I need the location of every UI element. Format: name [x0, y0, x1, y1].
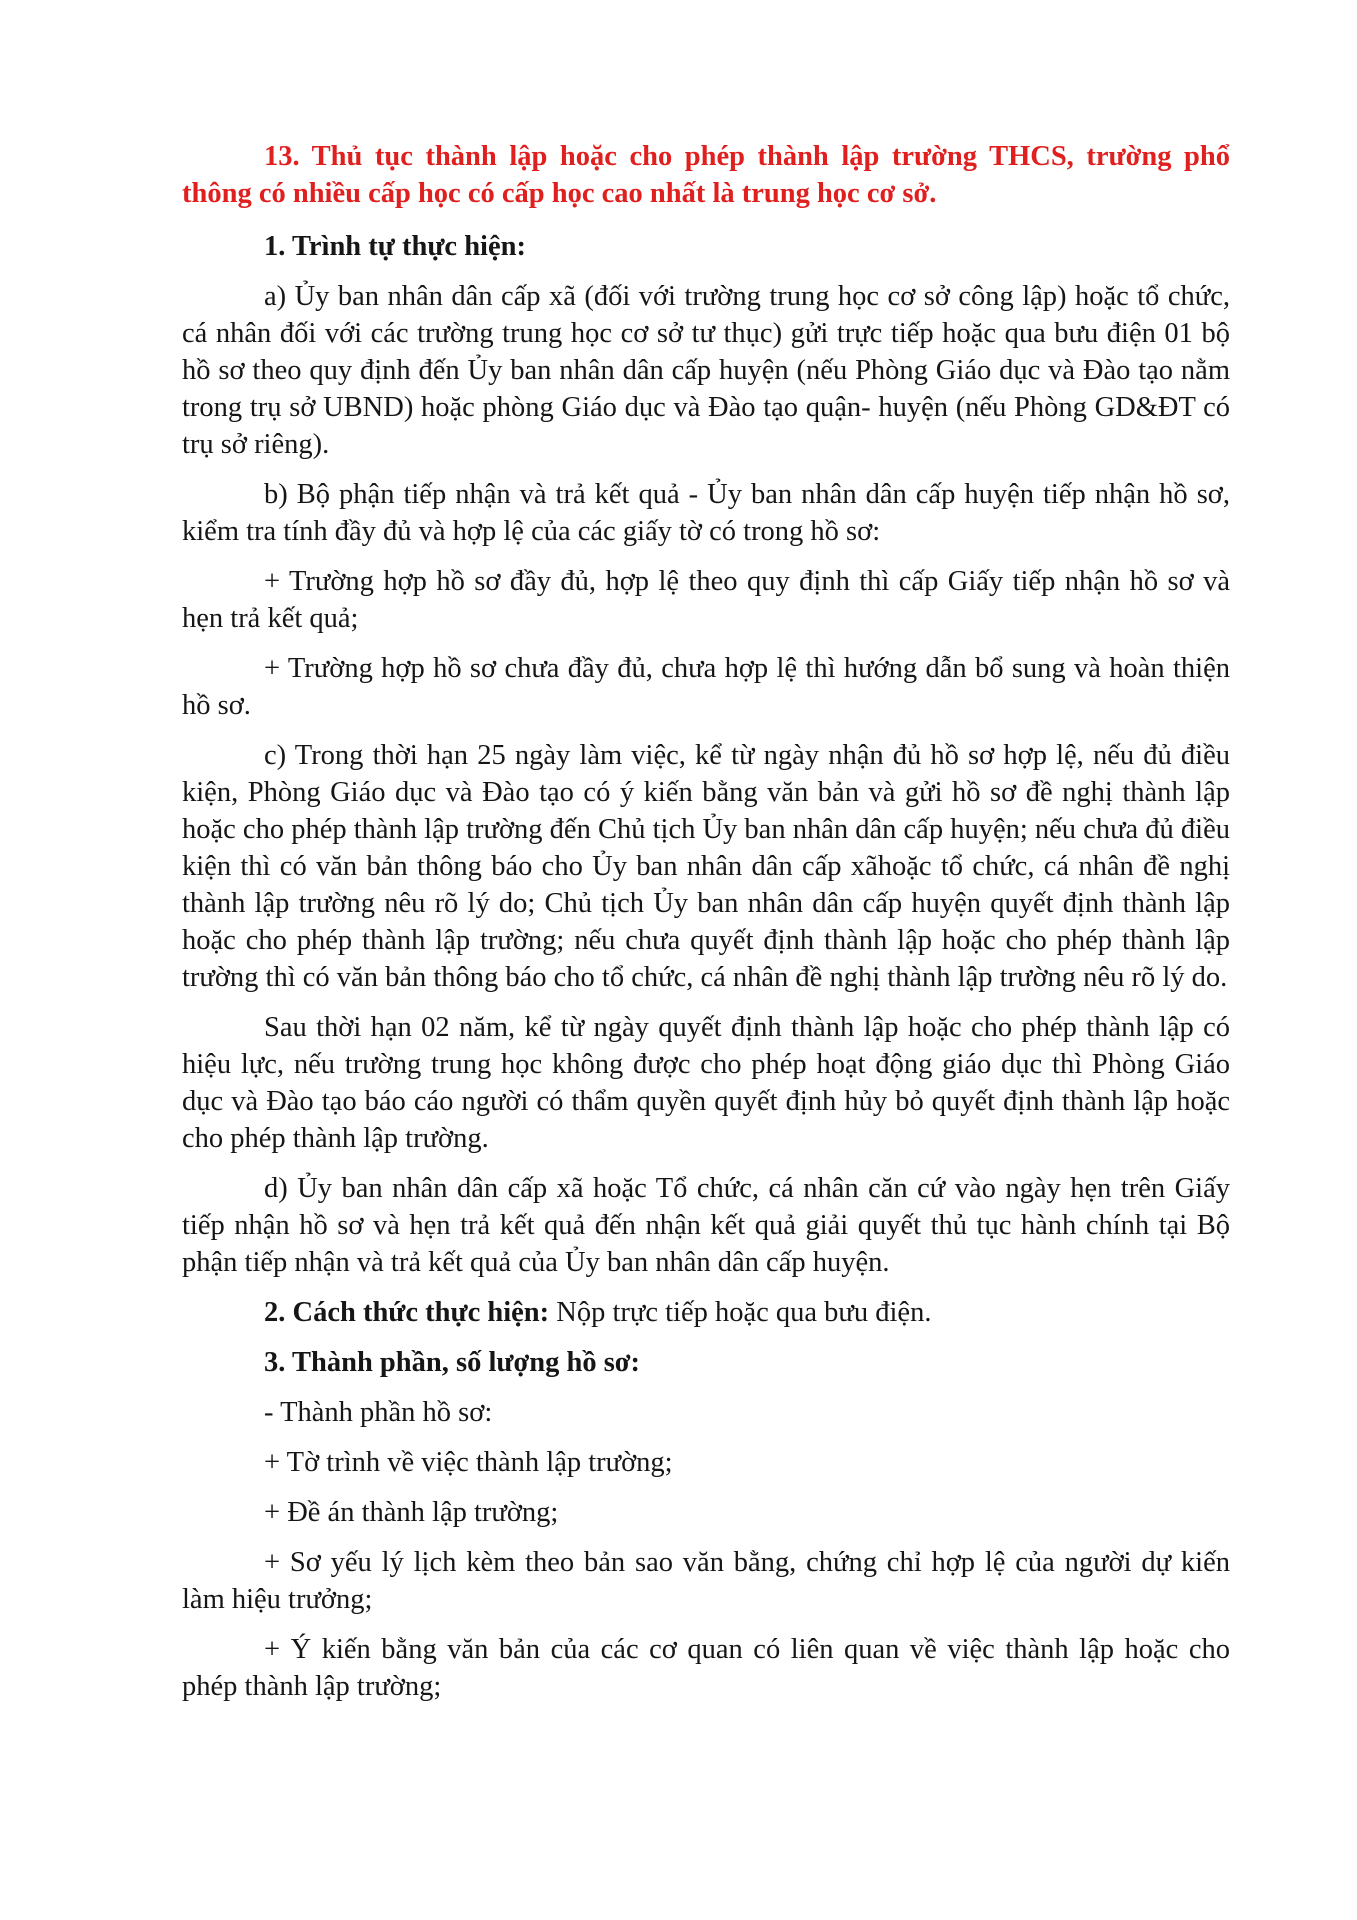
section-3-heading: 3. Thành phần, số lượng hồ sơ:: [264, 1347, 641, 1378]
document-page: [182, 138, 1230, 1718]
paragraph-c: c) Trong thời hạn 25 ngày làm việc, kể từ ngày nhận đủ hồ sơ hợp lệ, nếu đủ điều kiện, Phòng Giáo dục và Đào tạo có ý kiến bằng văn bản và gửi hồ sơ đề nghị thành lập hoặc cho phép thành lập trường đến Chủ tịch Ủy ban nhân dân cấp huyện; nếu chưa đủ điều kiện thì có văn bản thông báo cho Ủy ban nhân dân cấp xãhoặc tổ chức, cá nhân đề nghị thành lập trường nêu rõ lý do; Chủ tịch Ủy ban nhân dân cấp huyện quyết định thành lập hoặc cho phép thành lập trường; nếu chưa quyết định thành lập hoặc cho phép thành lập trường thì có văn bản thông báo cho tổ chức, cá nhân đề nghị thành lập trường nêu rõ lý do.: [182, 740, 1230, 993]
paragraph-two-year-limit: Sau thời hạn 02 năm, kể từ ngày quyết định thành lập hoặc cho phép thành lập có hiệu lực, nếu trường trung học không được cho phép hoạt động giáo dục thì Phòng Giáo dục và Đào tạo báo cáo người có thẩm quyền quyết định hủy bỏ quyết định thành lập hoặc cho phép thành lập trường.: [182, 1012, 1230, 1154]
section-2-label: 2. Cách thức thực hiện:: [264, 1297, 550, 1328]
paragraph-d: d) Ủy ban nhân dân cấp xã hoặc Tổ chức, cá nhân căn cứ vào ngày hẹn trên Giấy tiếp nhận hồ sơ và hẹn trả kết quả đến nhận kết quả giải quyết thủ tục hành chính tại Bộ phận tiếp nhận và trả kết quả của Ủy ban nhân dân cấp huyện.: [182, 1173, 1230, 1278]
paragraph-a: a) Ủy ban nhân dân cấp xã (đối với trường trung học cơ sở công lập) hoặc tổ chức, cá nhân đối với các trường trung học cơ sở tư thục) gửi trực tiếp hoặc qua bưu điện 01 bộ hồ sơ theo quy định đến Ủy ban nhân dân cấp huyện (nếu Phòng Giáo dục và Đào tạo nằm trong trụ sở UBND) hoặc phòng Giáo dục và Đào tạo quận- huyện (nếu Phòng GD&ĐT có trụ sở riêng).: [182, 281, 1230, 460]
section-1-heading: 1. Trình tự thực hiện:: [264, 231, 526, 262]
list-item-opinions: + Ý kiến bằng văn bản của các cơ quan có liên quan về việc thành lập hoặc cho phép thành lập trường;: [182, 1634, 1230, 1702]
paragraph-b-case-1: + Trường hợp hồ sơ đầy đủ, hợp lệ theo quy định thì cấp Giấy tiếp nhận hồ sơ và hẹn trả kết quả;: [182, 566, 1230, 634]
list-item-proposal: + Tờ trình về việc thành lập trường;: [264, 1447, 673, 1478]
list-item-project: + Đề án thành lập trường;: [264, 1497, 559, 1528]
paragraph-b: b) Bộ phận tiếp nhận và trả kết quả - Ủy ban nhân dân cấp huyện tiếp nhận hồ sơ, kiểm tra tính đầy đủ và hợp lệ của các giấy tờ có trong hồ sơ:: [182, 479, 1230, 547]
list-item-components: - Thành phần hồ sơ:: [264, 1397, 493, 1428]
procedure-title: 13. Thủ tục thành lập hoặc cho phép thành lập trường THCS, trường phổ thông có nhiều cấp học có cấp học cao nhất là trung học cơ sở.: [182, 141, 1230, 209]
paragraph-b-case-2: + Trường hợp hồ sơ chưa đầy đủ, chưa hợp lệ thì hướng dẫn bổ sung và hoàn thiện hồ sơ.: [182, 653, 1230, 721]
list-item-cv: + Sơ yếu lý lịch kèm theo bản sao văn bằng, chứng chỉ hợp lệ của người dự kiến làm hiệu trưởng;: [182, 1547, 1230, 1615]
section-2: [182, 1294, 1230, 1331]
section-2-text: Nộp trực tiếp hoặc qua bưu điện.: [549, 1297, 932, 1328]
